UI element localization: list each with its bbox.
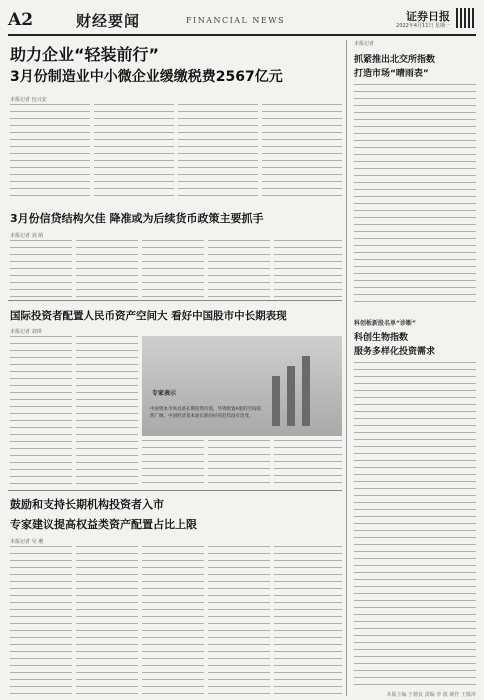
photo-tag: 专家表示	[152, 390, 177, 397]
photo-caption: 中国资本市场具备长期投资价值，外资配置A股的空间依然广阔，中国经济基本面长期向好的趋势没有改变。	[150, 407, 262, 419]
story3-photo	[142, 336, 342, 436]
story4-subhead: 专家建议提高权益类资产配置占比上限	[10, 518, 197, 531]
lead-body-col3	[178, 104, 258, 202]
story3-body-col4	[208, 440, 270, 484]
side1-headline: 抓紧推出北交所指数	[354, 55, 436, 65]
side1-subhead: 打造市场“晴雨表”	[354, 69, 429, 79]
header-rule	[8, 34, 476, 36]
story3-body-col3	[142, 440, 204, 484]
issue-date: 2022年4月11日 星期一	[396, 23, 450, 29]
story2-body-col4	[208, 240, 270, 300]
story4-body-col3	[142, 546, 204, 694]
story3-body-col2	[76, 336, 138, 484]
story4-rule	[8, 490, 342, 491]
lead-kicker: 助力企业“轻装前行”	[10, 45, 160, 64]
story4-byline: 本报记者 吴 珊	[10, 539, 44, 545]
lead-headline: 3月份制造业中小微企业缓缴税费2567亿元	[10, 69, 283, 85]
column-divider	[346, 40, 347, 696]
story4-headline: 鼓励和支持长期机构投资者入市	[10, 498, 164, 511]
photo-figure	[272, 376, 280, 426]
section-title: 财经要闻	[76, 12, 141, 30]
newspaper-logo: 证券日报	[406, 10, 450, 23]
story4-body-col1	[10, 546, 72, 694]
lead-body-col2	[94, 104, 174, 202]
story3-body-col1	[10, 336, 72, 484]
story2-body-col3	[142, 240, 204, 300]
side2-kicker: 科创板新股名单“诊断”	[354, 320, 416, 327]
story4-body-col2	[76, 546, 138, 694]
photo-figure	[302, 356, 310, 426]
lead-byline: 本报记者 包兴安	[10, 97, 47, 103]
side2-subhead: 服务多样化投资需求	[354, 347, 436, 357]
story3-byline: 本报记者 刘琪	[10, 329, 42, 335]
story4-body-col4	[208, 546, 270, 694]
story2-body-col5	[274, 240, 342, 300]
side1-byline: 本报记者	[354, 41, 375, 47]
story3-headline: 国际投资者配置人民币资产空间大 看好中国股市中长期表现	[10, 310, 287, 322]
page-header	[8, 6, 478, 36]
side2-headline: 科创生物指数	[354, 333, 409, 343]
section-title-en: FINANCIAL NEWS	[186, 16, 285, 25]
page-number: A2	[8, 10, 34, 30]
lead-body-col4	[262, 104, 342, 202]
story2-byline: 本报记者 刘 萌	[10, 233, 44, 239]
story4-body-col5	[274, 546, 342, 694]
photo-figure	[287, 366, 295, 426]
lead-body-col1	[10, 104, 90, 202]
qr-code-icon	[456, 8, 476, 28]
story3-rule	[8, 300, 342, 301]
side1-body	[354, 84, 476, 306]
story2-body-col1	[10, 240, 72, 300]
side2-body	[354, 362, 476, 686]
story2-body-col2	[76, 240, 138, 300]
story2-headline: 3月份信贷结构欠佳 降准或为后续货币政策主要抓手	[10, 212, 264, 225]
story3-body-col5	[274, 440, 342, 484]
page-footer: 本版主编 于德良 责编 李 波 制作 王敬涛	[386, 692, 476, 698]
